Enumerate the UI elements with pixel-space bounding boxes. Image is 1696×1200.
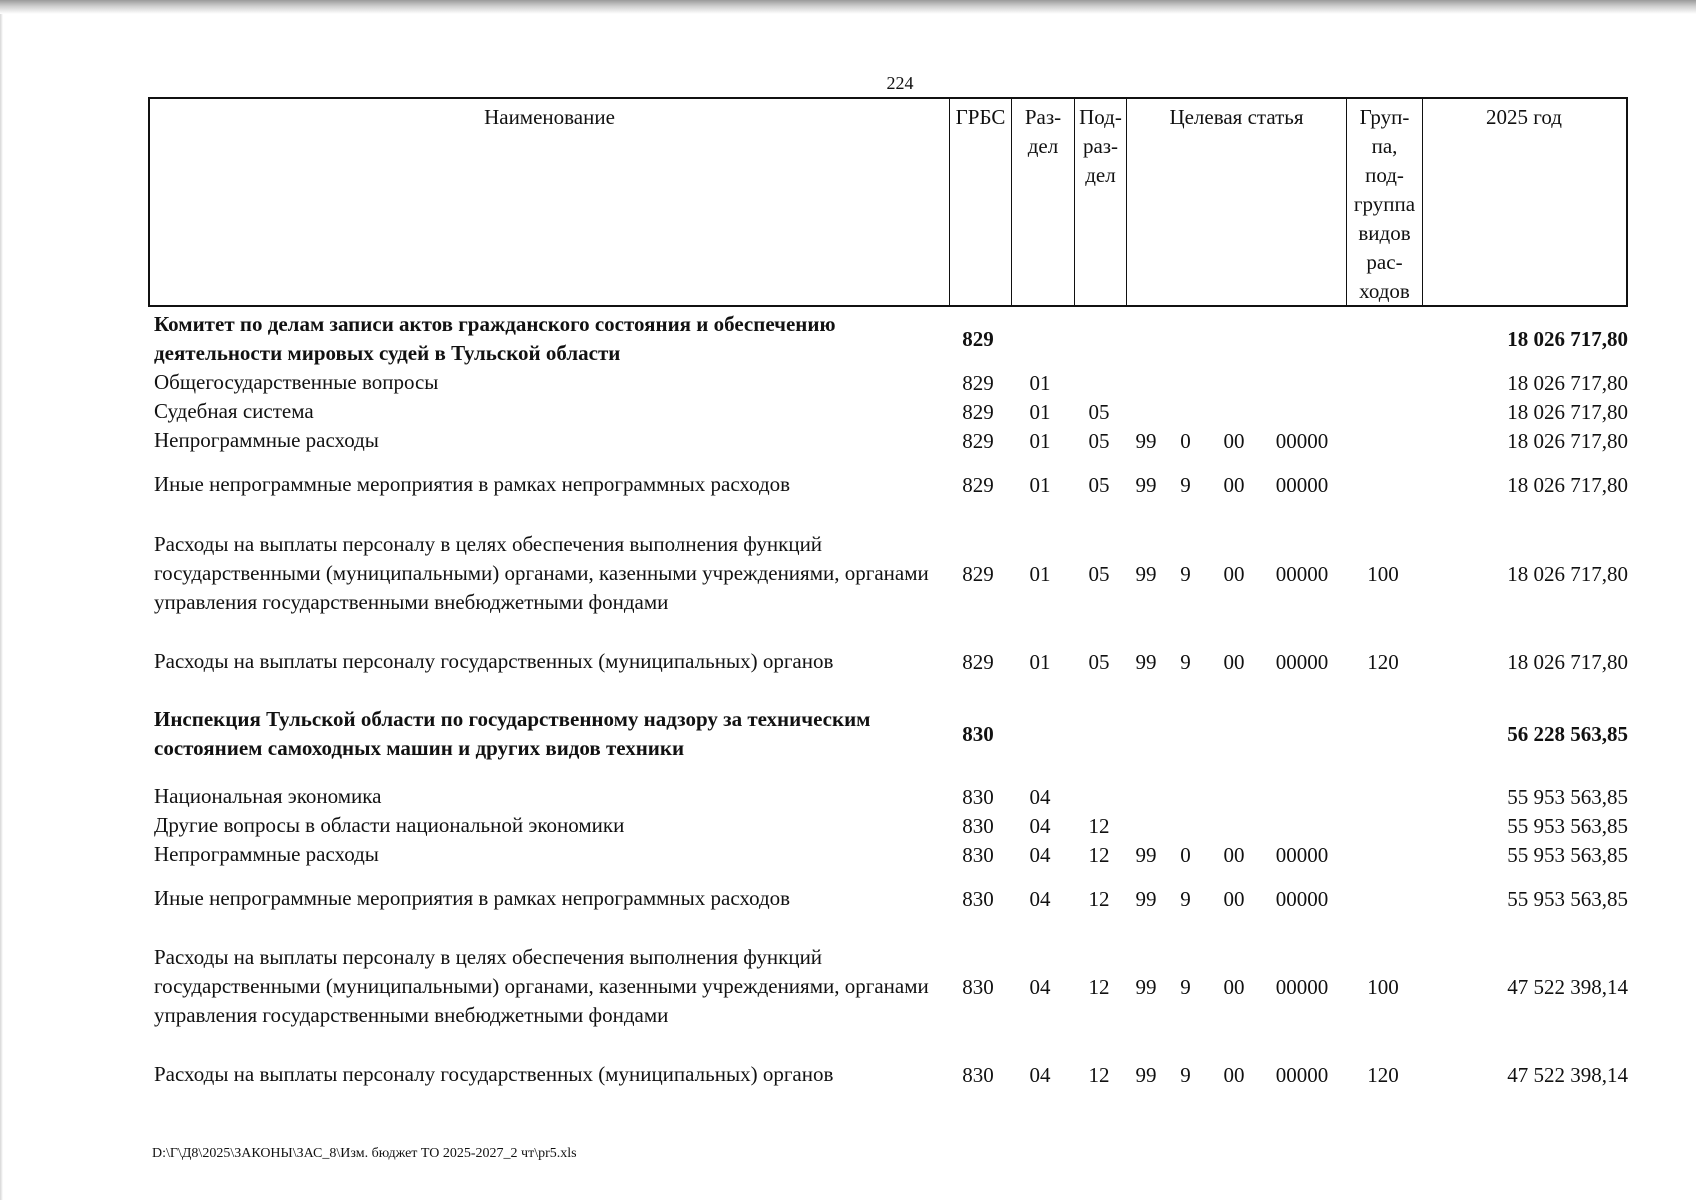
row-target-direction: 00 [1223, 428, 1245, 453]
row-razdel: 04 [1029, 886, 1051, 911]
row-target-program: 99 [1135, 649, 1157, 674]
row-razdel: 01 [1029, 649, 1051, 674]
row-podrazdel: 12 [1088, 1062, 1110, 1087]
row-name: Инспекция Тульской области по государственному надзору за техническим состоянием самоходных машин и других видов техники [154, 707, 871, 760]
row-amount: 18 026 717,80 [1507, 472, 1628, 497]
row-target-code: 00000 [1275, 842, 1329, 867]
row-target-program: 99 [1135, 428, 1157, 453]
row-target-type: 9 [1180, 649, 1191, 674]
row-name: Непрограммные расходы [154, 842, 379, 866]
footer-file-path: D:\Г\Д8\2025\ЗАКОНЫ\ЗАС_8\Изм. бюджет ТО 2025-2027_2 чт\pr5.xls [152, 1146, 577, 1161]
row-grbs: 830 [962, 813, 994, 838]
row-target-type: 9 [1180, 974, 1191, 999]
page-number: 224 [886, 73, 914, 93]
header-grbs: ГРБС [950, 99, 1012, 305]
row-name: Национальная экономика [154, 784, 382, 808]
row-podrazdel: 05 [1088, 428, 1110, 453]
row-target-type: 0 [1180, 842, 1191, 867]
row-razdel: 04 [1029, 784, 1051, 809]
header-podrazdel: Под- раз- дел [1075, 99, 1127, 305]
table-row [148, 811, 1628, 840]
row-target-code: 00000 [1275, 561, 1329, 586]
table-row [148, 647, 1628, 676]
row-name: Общегосударственные вопросы [154, 370, 439, 394]
row-podrazdel: 05 [1088, 399, 1110, 424]
row-podrazdel: 05 [1088, 561, 1110, 586]
row-razdel: 04 [1029, 813, 1051, 838]
row-target-direction: 00 [1223, 974, 1245, 999]
row-podrazdel: 12 [1088, 842, 1110, 867]
row-grbs: 829 [962, 327, 994, 351]
row-amount: 18 026 717,80 [1507, 649, 1628, 674]
row-grbs: 830 [962, 974, 994, 999]
row-name: Расходы на выплаты персоналу в целях обеспечения выполнения функций государственными (муниципальными) органами, казенными учреждениями, органами управления государственными внебюджетными фондами [154, 532, 929, 614]
row-razdel: 01 [1029, 399, 1051, 424]
row-amount: 18 026 717,80 [1507, 428, 1628, 453]
row-grbs: 830 [962, 784, 994, 809]
row-amount: 56 228 563,85 [1507, 722, 1628, 746]
row-razdel: 01 [1029, 561, 1051, 586]
header-year: 2025 год [1486, 105, 1562, 129]
row-target-direction: 00 [1223, 472, 1245, 497]
row-target-code: 00000 [1275, 886, 1329, 911]
row-name: Расходы на выплаты персоналу государственных (муниципальных) органов [154, 1062, 834, 1086]
row-amount: 47 522 398,14 [1507, 1062, 1628, 1087]
row-razdel: 01 [1029, 370, 1051, 395]
scan-edge-top [0, 0, 1696, 14]
row-name: Судебная система [154, 399, 314, 423]
row-target-direction: 00 [1223, 561, 1245, 586]
table-row [148, 530, 1628, 617]
table-row [148, 782, 1628, 811]
row-target-direction: 00 [1223, 649, 1245, 674]
row-name: Иные непрограммные мероприятия в рамках непрограммных расходов [154, 472, 791, 496]
row-target-direction: 00 [1223, 842, 1245, 867]
row-name: Иные непрограммные мероприятия в рамках непрограммных расходов [154, 886, 791, 910]
header-name: Наименование [150, 99, 950, 305]
row-name: Комитет по делам записи актов гражданского состояния и обеспечению деятельности мировых судей в Тульской области [154, 312, 836, 365]
row-target-program: 99 [1135, 842, 1157, 867]
row-name: Непрограммные расходы [154, 428, 379, 452]
row-amount: 55 953 563,85 [1507, 842, 1628, 867]
row-expense-group: 100 [1367, 561, 1399, 586]
row-target-direction: 00 [1223, 1062, 1245, 1087]
table-row [148, 368, 1628, 397]
row-amount: 55 953 563,85 [1507, 886, 1628, 911]
header-expense-group: Груп- па, под- группа видов рас- ходов [1347, 99, 1423, 305]
row-target-type: 0 [1180, 428, 1191, 453]
row-podrazdel: 12 [1088, 813, 1110, 838]
row-grbs: 829 [962, 428, 994, 453]
row-grbs: 829 [962, 370, 994, 395]
row-podrazdel: 05 [1088, 649, 1110, 674]
row-target-type: 9 [1180, 886, 1191, 911]
row-podrazdel: 12 [1088, 886, 1110, 911]
row-target-type: 9 [1180, 561, 1191, 586]
table-row [148, 397, 1628, 426]
row-amount: 18 026 717,80 [1507, 399, 1628, 424]
row-expense-group: 120 [1367, 649, 1399, 674]
row-grbs: 830 [962, 1062, 994, 1087]
table-row [148, 705, 1628, 763]
row-target-code: 00000 [1275, 649, 1329, 674]
table-row [148, 1060, 1628, 1089]
table-row [148, 884, 1628, 913]
row-razdel: 04 [1029, 1062, 1051, 1087]
row-razdel: 01 [1029, 472, 1051, 497]
header-razdel: Раз- дел [1012, 99, 1075, 305]
row-name: Другие вопросы в области национальной экономики [154, 813, 625, 837]
row-podrazdel: 12 [1088, 974, 1110, 999]
row-target-type: 9 [1180, 472, 1191, 497]
table-row [148, 943, 1628, 1030]
row-razdel: 01 [1029, 428, 1051, 453]
row-amount: 18 026 717,80 [1507, 327, 1628, 351]
row-amount: 18 026 717,80 [1507, 370, 1628, 395]
row-razdel: 04 [1029, 842, 1051, 867]
row-target-program: 99 [1135, 974, 1157, 999]
row-target-program: 99 [1135, 1062, 1157, 1087]
row-grbs: 830 [962, 886, 994, 911]
row-expense-group: 120 [1367, 1062, 1399, 1087]
row-target-program: 99 [1135, 561, 1157, 586]
table-row [148, 840, 1628, 869]
scan-edge-left [0, 14, 3, 1200]
table-row [148, 470, 1628, 499]
header-target-article: Целевая статья [1127, 99, 1347, 305]
row-target-type: 9 [1180, 1062, 1191, 1087]
row-target-code: 00000 [1275, 428, 1329, 453]
row-expense-group: 100 [1367, 974, 1399, 999]
row-target-code: 00000 [1275, 472, 1329, 497]
row-razdel: 04 [1029, 974, 1051, 999]
row-target-code: 00000 [1275, 1062, 1329, 1087]
row-target-direction: 00 [1223, 886, 1245, 911]
row-amount: 55 953 563,85 [1507, 813, 1628, 838]
row-name: Расходы на выплаты персоналу государственных (муниципальных) органов [154, 649, 834, 673]
row-grbs: 830 [962, 842, 994, 867]
table-header [148, 97, 1628, 307]
table-row [148, 310, 1628, 368]
row-amount: 55 953 563,85 [1507, 784, 1628, 809]
row-amount: 18 026 717,80 [1507, 561, 1628, 586]
row-name: Расходы на выплаты персоналу в целях обеспечения выполнения функций государственными (муниципальными) органами, казенными учреждениями, органами управления государственными внебюджетными фондами [154, 945, 929, 1027]
row-grbs: 830 [962, 722, 994, 746]
row-target-program: 99 [1135, 886, 1157, 911]
row-amount: 47 522 398,14 [1507, 974, 1628, 999]
row-grbs: 829 [962, 561, 994, 586]
row-grbs: 829 [962, 472, 994, 497]
row-grbs: 829 [962, 649, 994, 674]
row-podrazdel: 05 [1088, 472, 1110, 497]
row-target-code: 00000 [1275, 974, 1329, 999]
row-grbs: 829 [962, 399, 994, 424]
table-row [148, 426, 1628, 455]
row-target-program: 99 [1135, 472, 1157, 497]
